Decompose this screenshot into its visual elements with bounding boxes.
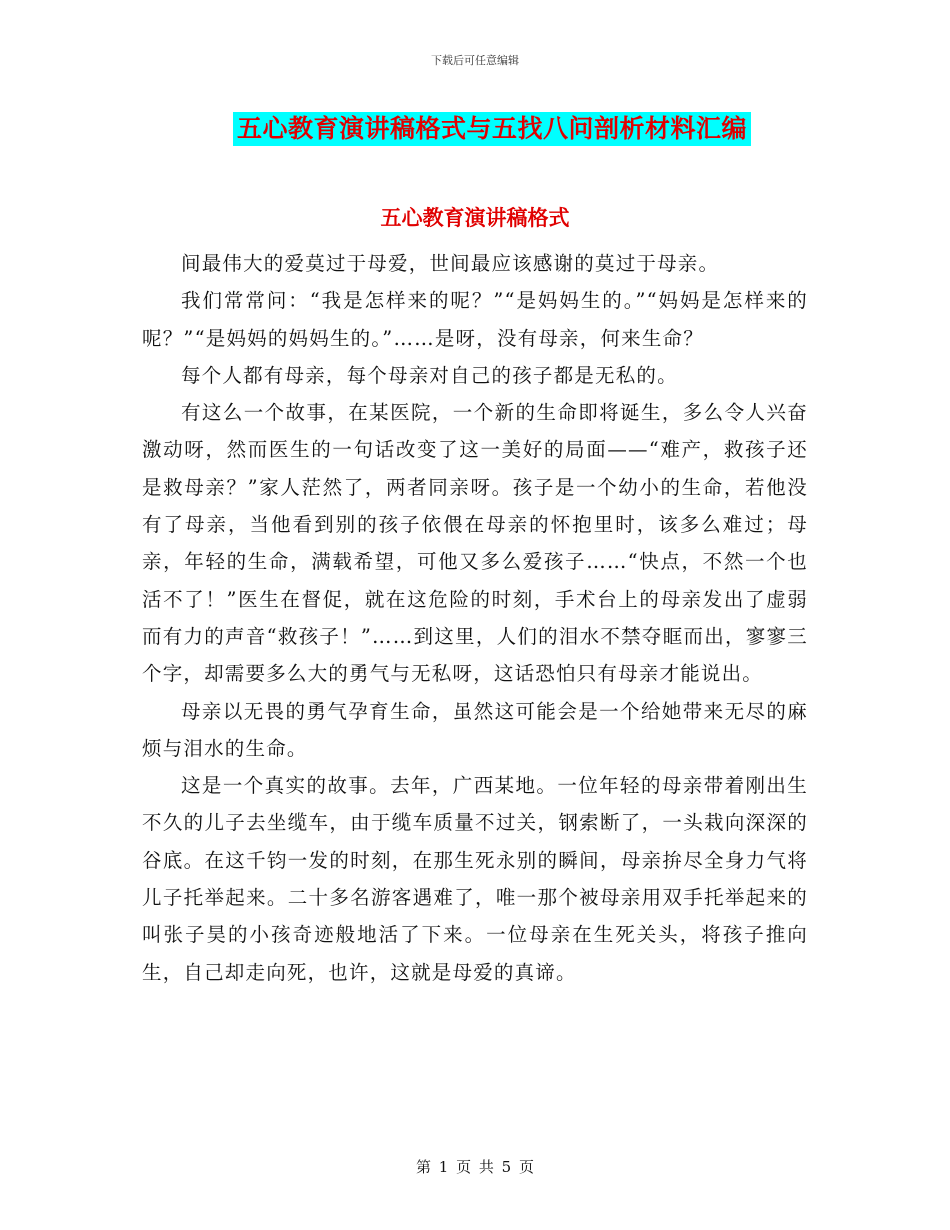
section-title: 五心教育演讲稿格式 (380, 206, 570, 230)
paragraph: 间最伟大的爱莫过于母爱，世间最应该感谢的莫过于母亲。 (181, 252, 720, 275)
paragraph: 每个人都有母亲，每个母亲对自己的孩子都是无私的。 (181, 363, 678, 387)
page-number: 第 1 页 共 5 页 (416, 1158, 534, 1176)
header-note: 下载后可任意编辑 (431, 54, 519, 67)
paragraph: 母亲以无畏的勇气孕育生命，虽然这可能会是一个给她带来无尽的麻烦与泪水的生命。 (142, 699, 808, 760)
body-text (142, 245, 808, 991)
document-title: 五心教育演讲稿格式与五找八问剖析材料汇编 (233, 112, 751, 146)
paragraph: 我们常常问：“我是怎样来的呢？”“是妈妈生的。”“妈妈是怎样来的呢？”“是妈妈的妈妈生的。”……是呀，没有母亲，何来生命？ (142, 289, 808, 350)
paragraph: 有这么一个故事，在某医院，一个新的生命即将诞生，多么令人兴奋激动呀，然而医生的一句话改变了这一美好的局面——“难产，救孩子还是救母亲？”家人茫然了，两者同亲呀。孩子是一个幼小的生命，若他没有了母亲，当他看到别的孩子依偎在母亲的怀抱里时，该多么难过；母亲，年轻的生命，满载希望，可他又多么爱孩子……“快点，不然一个也活不了！”医生在督促，就在这危险的时刻，手术台上的母亲发出了虚弱而有力的声音“救孩子！”……到这里，人们的泪水不禁夺眶而出，寥寥三个字，却需要多么大的勇气与无私呀，这话恐怕只有母亲才能说出。 (142, 401, 808, 686)
paragraph: 这是一个真实的故事。去年，广西某地。一位年轻的母亲带着刚出生不久的儿子去坐缆车，由于缆车质量不过关，钢索断了，一头栽向深深的谷底。在这千钧一发的时刻，在那生死永别的瞬间，母亲拚尽全身力气将儿子托举起来。二十多名游客遇难了，唯一那个被母亲用双手托举起来的叫张子昊的小孩奇迹般地活了下来。一位母亲在生死关头，将孩子推向生，自己却走向死，也许，这就是母爱的真谛。 (142, 774, 808, 984)
